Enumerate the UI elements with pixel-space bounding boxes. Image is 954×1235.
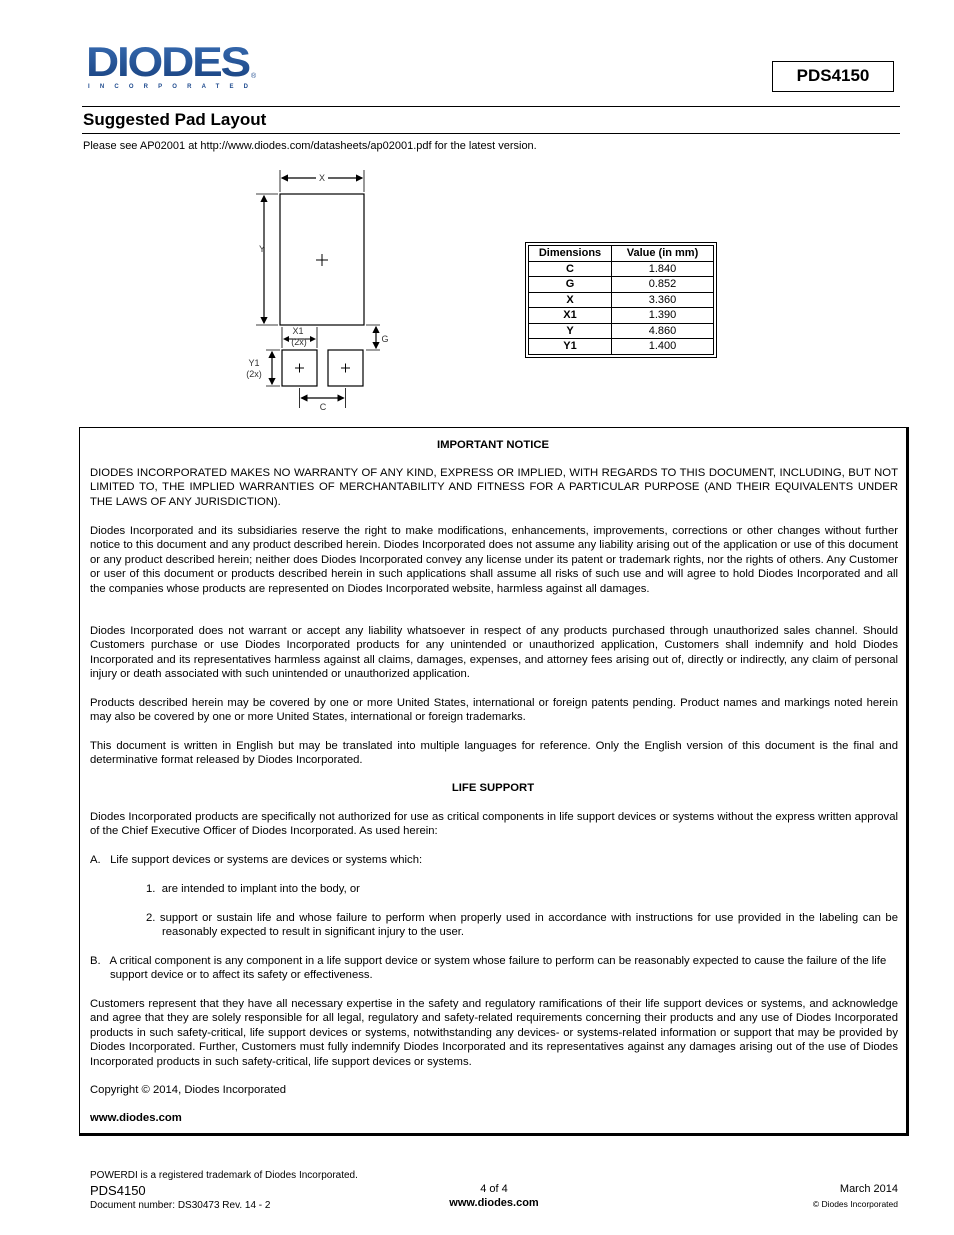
footer-part-number: PDS4150 bbox=[90, 1183, 146, 1198]
y1-label: Y1 bbox=[248, 358, 260, 368]
notice-paragraph: Diodes Incorporated does not warrant or accept any liability whatsoever in respect of any products purchased through unauthorized sales channel. Should Customers purchase or use Diodes Incorporated products for any unintended or unauthorized application, Customers shall indemnify and hold Diodes Incorporated and its representatives harmless against all claims, damages, expenses, and attorney fees arising out of, directly or indirectly, any claim of personal injury or death associated with such unintended or unauthorized application. bbox=[90, 625, 898, 681]
important-notice-box bbox=[79, 427, 909, 1136]
logo-text: DIODES bbox=[86, 42, 251, 85]
part-number-box bbox=[772, 61, 894, 92]
g-label: G bbox=[381, 334, 389, 344]
table-row bbox=[529, 308, 714, 324]
footer-website-link[interactable]: www.diodes.com bbox=[449, 1197, 539, 1209]
dimension-cell: X bbox=[529, 292, 612, 308]
notice-title: IMPORTANT NOTICE bbox=[436, 439, 550, 451]
pad-layout-drawing bbox=[240, 165, 400, 415]
table-row bbox=[529, 339, 714, 355]
dimension-cell: G bbox=[529, 277, 612, 293]
life-support-item-a: A. Life support devices or systems are devices or systems which: bbox=[90, 854, 423, 866]
dimension-cell: Y bbox=[529, 323, 612, 339]
header-rule bbox=[82, 106, 900, 107]
dimension-cell: Y1 bbox=[529, 339, 612, 355]
value-cell: 0.852 bbox=[612, 277, 714, 293]
table-row bbox=[529, 277, 714, 293]
footer-copyright: © Diodes Incorporated bbox=[812, 1199, 898, 1209]
website-link[interactable]: www.diodes.com bbox=[90, 1112, 182, 1124]
y-label: Y bbox=[258, 244, 266, 254]
logo-subtext: INCORPORATED bbox=[88, 84, 249, 90]
table-row bbox=[529, 292, 714, 308]
x1-label: X1 bbox=[292, 326, 304, 336]
notice-paragraph: This document is written in English but may be translated into multiple languages for reference. Only the English version of this document is the final and determinative format released by Diodes Incorporated. bbox=[90, 740, 898, 767]
dimensions-table-frame bbox=[525, 242, 717, 358]
dimension-cell: X1 bbox=[529, 308, 612, 324]
life-support-item-b: B. A critical component is any component in a life support device or system whose failure to perform can be reasonably expected to cause the failure of the life support device or to affect its safety or effectiveness. bbox=[90, 955, 890, 982]
small-pad-left-center-mark bbox=[295, 364, 304, 373]
notice-paragraph: Products described herein may be covered by one or more United States, international or foreign patents pending. Product names and markings noted herein may also be covered by one or more United States, international or foreign trademarks. bbox=[90, 697, 898, 724]
notice-paragraph: DIODES INCORPORATED MAKES NO WARRANTY OF ANY KIND, EXPRESS OR IMPLIED, WITH REGARDS TO THIS DOCUMENT, INCLUDING, BUT NOT LIMITED TO, THE IMPLIED WARRANTIES OF MERCHANTABILITY AND FITNESS FOR A PARTICULAR PURPOSE (AND THEIR EQUIVALENTS UNDER THE LAWS OF ANY JURISDICTION). bbox=[90, 467, 898, 508]
table-header-dimensions: Dimensions bbox=[529, 246, 612, 262]
life-support-title: LIFE SUPPORT bbox=[451, 782, 535, 794]
value-cell: 1.400 bbox=[612, 339, 714, 355]
footer-date: March 2014 bbox=[839, 1183, 898, 1195]
dimensions-table bbox=[528, 245, 714, 355]
value-cell: 1.390 bbox=[612, 308, 714, 324]
part-number: PDS4150 bbox=[796, 66, 870, 85]
diodes-logo bbox=[86, 42, 261, 90]
section-rule bbox=[82, 133, 900, 134]
footer-doc-number: Document number: DS30473 Rev. 14 - 2 bbox=[90, 1200, 271, 1211]
footer-page-number: 4 of 4 bbox=[480, 1183, 508, 1195]
logo-registered-mark: ® bbox=[251, 73, 257, 80]
life-support-paragraph: Customers represent that they have all necessary expertise in the safety and regulatory ramifications of their life support devices or systems, and acknowledge and agree that they are solely responsible for all legal, regulatory and safety-related requirements concerning their products and any use of Diodes Incorporated products in such safety-critical, life support devices or systems, notwithstanding any devices- or systems-related information or support that may be provided by Diodes Incorporated. Further, Customers must fully indemnify Diodes Incorporated and its representatives against any damages arising out of the use of Diodes Incorporated products in such safety-critical, life support devices or systems. bbox=[90, 998, 898, 1068]
intro-text: Please see AP02001 at http://www.diodes.com/datasheets/ap02001.pdf for the latest version. bbox=[83, 140, 537, 152]
value-cell: 1.840 bbox=[612, 261, 714, 277]
dimension-cell: C bbox=[529, 261, 612, 277]
life-support-item-a1: 1. are intended to implant into the body, or bbox=[146, 883, 360, 895]
table-row bbox=[529, 261, 714, 277]
x1-count-label: (2x) bbox=[291, 337, 307, 347]
table-header-value: Value (in mm) bbox=[612, 246, 714, 262]
y1-count-label: (2x) bbox=[246, 369, 262, 379]
small-pad-right-center-mark bbox=[341, 364, 350, 373]
x-label: X bbox=[318, 173, 326, 183]
life-support-item-a2: 2. support or sustain life and whose failure to perform when properly used in accordance with instructions for use provided in the labeling can be reasonably expected to result in significant injury to the user. bbox=[146, 912, 898, 939]
large-pad-center-mark bbox=[316, 254, 328, 266]
c-label: C bbox=[319, 402, 327, 412]
section-title: Suggested Pad Layout bbox=[83, 110, 267, 129]
table-row bbox=[529, 323, 714, 339]
life-support-paragraph: Diodes Incorporated products are specifically not authorized for use as critical components in life support devices or systems without the express written approval of the Chief Executive Officer of Diodes Incorporated. As used herein: bbox=[90, 811, 898, 838]
trademark-note: POWERDI is a registered trademark of Diodes Incorporated. bbox=[90, 1170, 358, 1181]
value-cell: 4.860 bbox=[612, 323, 714, 339]
value-cell: 3.360 bbox=[612, 292, 714, 308]
copyright-text: Copyright © 2014, Diodes Incorporated bbox=[90, 1084, 287, 1096]
notice-paragraph: Diodes Incorporated and its subsidiaries reserve the right to make modifications, enhancements, improvements, corrections or other changes without further notice to this document and any product described herein. Diodes Incorporated does not assume any liability arising out of the application or use of this document or any product described herein; neither does Diodes Incorporated convey any license under its patent or trademark rights, nor the rights of others. Any Customer or user of this document or products described herein in such applications shall assume all risks of such use and will agree to hold Diodes Incorporated and all the companies whose products are represented on Diodes Incorporated website, harmless against all damages. bbox=[90, 525, 898, 595]
